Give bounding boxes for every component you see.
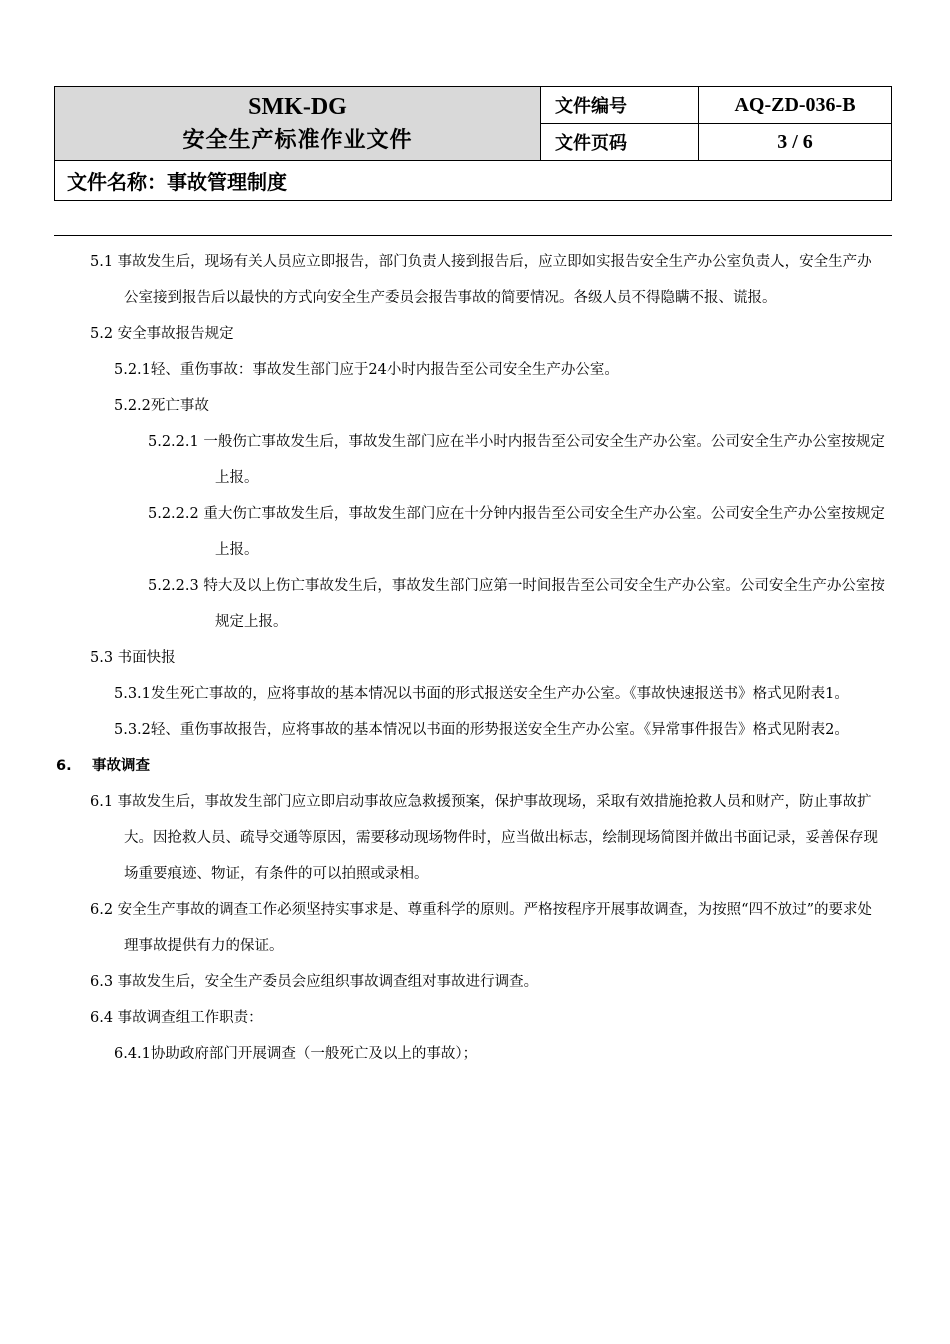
paragraph-5-2-1: 5.2.1轻、重伤事故：事故发生部门应于24小时内报告至公司安全生产办公室。 (114, 362, 619, 378)
document-header-table (54, 86, 892, 201)
paragraph-6-4: 6.4 事故调查组工作职责： (90, 1010, 263, 1026)
paragraph-6-1: 6.1 事故发生后，事故发生部门应立即启动事故应急救援预案，保护事故现场，采取有效措施抢救人员和财产，防止事故扩大。因抢救人员、疏导交通等原因，需要移动现场物件时，应当做出标志，绘制现场简图并做出书面记录，妥善保存现场重要痕迹、物证，有条件的可以拍照或录相。 (90, 794, 878, 882)
paragraph-5-2-2-3: 5.2.2.3 特大及以上伤亡事故发生后，事故发生部门应第一时间报告至公司安全生产办公室。公司安全生产办公室按规定上报。 (148, 578, 885, 630)
paragraph-6-2: 6.2 安全生产事故的调查工作必须坚持实事求是、尊重科学的原则。严格按程序开展事故调查，为按照“四不放过”的要求处理事故提供有力的保证。 (90, 902, 872, 954)
page-number-label: 文件页码 (541, 124, 699, 161)
section-6-title: 事故调查 (92, 758, 150, 774)
paragraph-5-2: 5.2 安全事故报告规定 (90, 326, 234, 342)
company-name: SMK-DG (248, 93, 347, 120)
doc-number-label: 文件编号 (541, 87, 699, 124)
paragraph-5-1: 5.1 事故发生后，现场有关人员应立即报告，部门负责人接到报告后，应立即如实报告安全生产办公室负责人，安全生产办公室接到报告后以最快的方式向安全生产委员会报告事故的简要情况。各级人员不得隐瞒不报、谎报。 (90, 254, 872, 306)
paragraph-5-3-1: 5.3.1发生死亡事故的，应将事故的基本情况以书面的形式报送安全生产办公室。《事故快速报送书》格式见附表1。 (114, 686, 849, 702)
paragraph-6-4-1: 6.4.1协助政府部门开展调查（一般死亡及以上的事故）； (114, 1046, 478, 1062)
doc-number-value: AQ-ZD-036-B (699, 87, 892, 124)
header-divider (54, 235, 892, 236)
file-name: 文件名称：事故管理制度 (55, 161, 892, 201)
paragraph-6-3: 6.3 事故发生后，安全生产委员会应组织事故调查组对事故进行调查。 (90, 974, 539, 990)
paragraph-5-2-2-1: 5.2.2.1 一般伤亡事故发生后，事故发生部门应在半小时内报告至公司安全生产办公室。公司安全生产办公室按规定上报。 (148, 434, 885, 486)
paragraph-5-2-2: 5.2.2死亡事故 (114, 398, 209, 414)
page-number-value: 3 / 6 (699, 124, 892, 161)
paragraph-5-3: 5.3 书面快报 (90, 650, 176, 666)
paragraph-5-3-2: 5.3.2轻、重伤事故报告，应将事故的基本情况以书面的形势报送安全生产办公室。《异常事件报告》格式见附表2。 (114, 722, 849, 738)
document-body (0, 244, 950, 1072)
document-type: 安全生产标准作业文件 (182, 127, 413, 153)
section-6-heading (0, 748, 950, 784)
header-title-cell (55, 87, 541, 161)
section-6-number: 6. (56, 758, 72, 774)
paragraph-5-2-2-2: 5.2.2.2 重大伤亡事故发生后，事故发生部门应在十分钟内报告至公司安全生产办公室。公司安全生产办公室按规定上报。 (148, 506, 885, 558)
